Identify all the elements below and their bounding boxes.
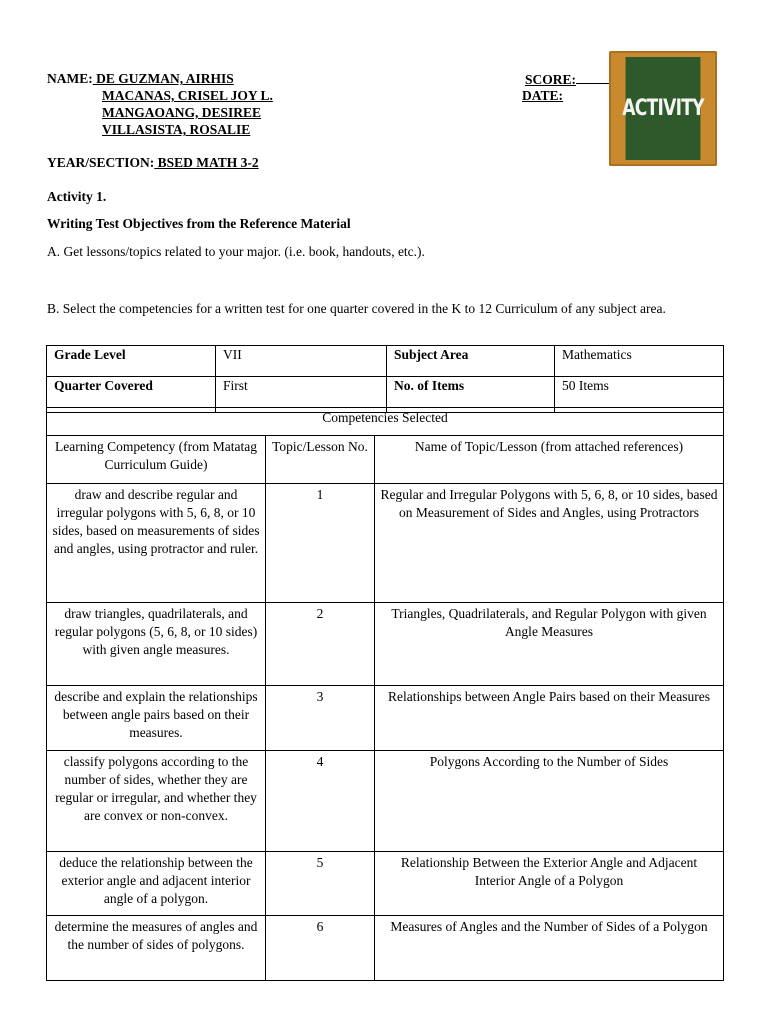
table-row <box>47 484 724 603</box>
column-header-competency: Learning Competency (from Matatag Curriculum Guide) <box>47 436 266 484</box>
activity-number: Activity 1. <box>47 189 107 204</box>
number-cell: 6 <box>266 916 375 981</box>
competency-cell: classify polygons according to the number of sides, whether they are regular or irregular, and whether they are convex or non-convex. <box>47 751 266 852</box>
member-name: DE GUZMAN, AIRHIS <box>92 71 234 86</box>
score-field <box>525 71 620 88</box>
year-section-label: YEAR/SECTION: <box>47 155 155 170</box>
table-row <box>47 916 724 981</box>
part-a-instruction: A. Get lessons/topics related to your major. (i.e. book, handouts, etc.). <box>47 244 425 259</box>
topic-cell: Polygons According to the Number of Sides <box>375 751 724 852</box>
competency-cell: draw and describe regular and irregular polygons with 5, 6, 8, or 10 sides, based on measurements of sides and angles, using protractor and ruler. <box>47 484 266 603</box>
part-b-instruction: B. Select the competencies for a written test for one quarter covered in the K to 12 Curriculum of any subject area. <box>47 301 666 316</box>
grade-level-label: Grade Level <box>47 346 216 377</box>
topic-cell: Triangles, Quadrilaterals, and Regular Polygon with given Angle Measures <box>375 603 724 686</box>
topic-cell: Regular and Irregular Polygons with 5, 6, 8, or 10 sides, based on Measurement of Sides and Angles, using Protractors <box>375 484 724 603</box>
grade-level-value: VII <box>216 346 387 377</box>
name-line <box>47 71 234 87</box>
table-row <box>47 751 724 852</box>
topic-cell: Relationships between Angle Pairs based on their Measures <box>375 686 724 751</box>
quarter-label: Quarter Covered <box>47 377 216 413</box>
board-text: ACTIVITY <box>626 57 701 160</box>
column-header-number: Topic/Lesson No. <box>266 436 375 484</box>
member-name: MACANAS, CRISEL JOY L. <box>102 88 273 103</box>
member-name: MANGAOANG, DESIREE <box>102 105 262 120</box>
competencies-table <box>46 407 724 981</box>
subject-area-label: Subject Area <box>387 346 555 377</box>
number-cell: 3 <box>266 686 375 751</box>
year-section-value: BSED MATH 3-2 <box>154 155 259 170</box>
column-header-topic: Name of Topic/Lesson (from attached references) <box>375 436 724 484</box>
info-table <box>46 345 724 413</box>
year-section-line <box>47 155 259 171</box>
competency-cell: draw triangles, quadrilaterals, and regular polygons (5, 6, 8, or 10 sides) with given angle measures. <box>47 603 266 686</box>
topic-cell: Measures of Angles and the Number of Sides of a Polygon <box>375 916 724 981</box>
table-row <box>47 852 724 916</box>
items-value: 50 Items <box>555 377 724 413</box>
competencies-title: Competencies Selected <box>47 408 724 436</box>
number-cell: 4 <box>266 751 375 852</box>
competency-cell: deduce the relationship between the exterior angle and adjacent interior angle of a polygon. <box>47 852 266 916</box>
competency-cell: determine the measures of angles and the number of sides of polygons. <box>47 916 266 981</box>
activity-chalkboard-image <box>609 51 717 166</box>
quarter-value: First <box>216 377 387 413</box>
name-label: NAME: <box>47 71 93 86</box>
items-label: No. of Items <box>387 377 555 413</box>
table-row <box>47 603 724 686</box>
competency-cell: describe and explain the relationships between angle pairs based on their measures. <box>47 686 266 751</box>
member-name: VILLASISTA, ROSALIE <box>102 122 251 137</box>
topic-cell: Relationship Between the Exterior Angle and Adjacent Interior Angle of a Polygon <box>375 852 724 916</box>
objective-title: Writing Test Objectives from the Reference Material <box>47 216 351 231</box>
table-row <box>47 686 724 751</box>
date-label: DATE: <box>522 88 564 103</box>
number-cell: 2 <box>266 603 375 686</box>
score-label: SCORE: <box>525 72 577 87</box>
subject-area-value: Mathematics <box>555 346 724 377</box>
number-cell: 1 <box>266 484 375 603</box>
number-cell: 5 <box>266 852 375 916</box>
